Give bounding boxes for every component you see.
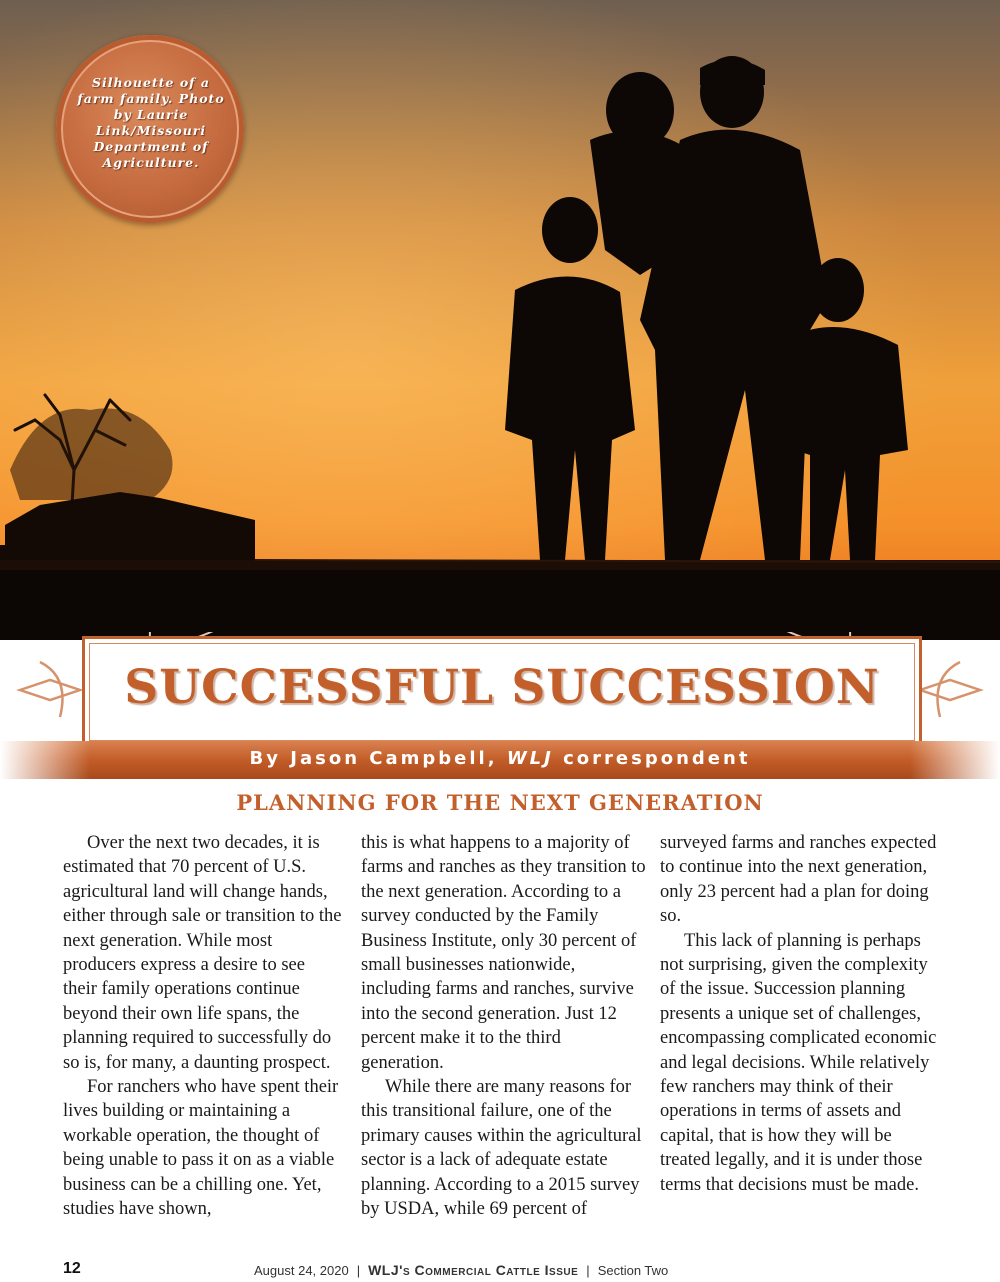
footer-info: August 24, 2020 | WLJ's Commercial Cattle Issue | Section Two	[254, 1262, 669, 1278]
article-column-3	[660, 831, 945, 1197]
byline-publication: WLJ	[506, 748, 554, 769]
footer-publication: WLJ's Commercial Cattle Issue	[368, 1262, 579, 1278]
page-footer	[0, 1260, 1000, 1280]
footer-date: August 24, 2020	[254, 1263, 349, 1278]
article-title: SUCCESSFUL SUCCESSION	[124, 660, 880, 715]
footer-section: Section Two	[597, 1263, 669, 1278]
byline	[0, 748, 1000, 769]
paragraph: For ranchers who have spent their lives building or maintaining a workable operation, the thought of being unable to pass it on as a viable business can be a chilling one. Yet, studies have shown,	[63, 1077, 339, 1220]
paragraph: surveyed farms and ranches expected to continue into the next generation, only 23 percent had a plan for doing so.	[660, 833, 937, 927]
article-subtitle: PLANNING FOR THE NEXT GENERATION	[236, 790, 764, 815]
article-column-2	[361, 831, 646, 1222]
byline-author: By Jason Campbell,	[249, 748, 498, 769]
paragraph: While there are many reasons for this transitional failure, one of the primary causes within the agricultural sector is a lack of adequate estate planning. According to a 2015 survey by USDA, while 69 percent of	[361, 1077, 642, 1220]
photo-caption: Silhouette of a farm family. Photo by Laurie Link/Missouri Department of Agriculture.	[77, 75, 225, 170]
paragraph: Over the next two decades, it is estimated that 70 percent of U.S. agricultural land will change hands, either through sale or transition to the next generation. While most producers express a desire to see their family operations continue beyond their own life spans, the planning required to successfully do so is, for many, a daunting prospect.	[63, 833, 342, 1073]
paragraph: this is what happens to a majority of farms and ranches as they transition to the next generation. According to a survey conducted by the Family Business Institute, only 30 percent of small businesses nationwide, including farms and ranches, survive into the second generation. Just 12 percent make it to the third generation.	[361, 833, 646, 1073]
byline-role: correspondent	[563, 748, 751, 769]
page-number: 12	[63, 1260, 81, 1277]
paragraph: This lack of planning is perhaps not surprising, given the complexity of the issue. Succession planning presents a unique set of challenges, encompassing complicated economic and legal decisions. While relatively few ranchers may think of their operations in terms of assets and capital, that is how they will be treated legally, and it is under those terms that decisions must be made.	[660, 930, 937, 1195]
article-column-1	[63, 831, 343, 1222]
